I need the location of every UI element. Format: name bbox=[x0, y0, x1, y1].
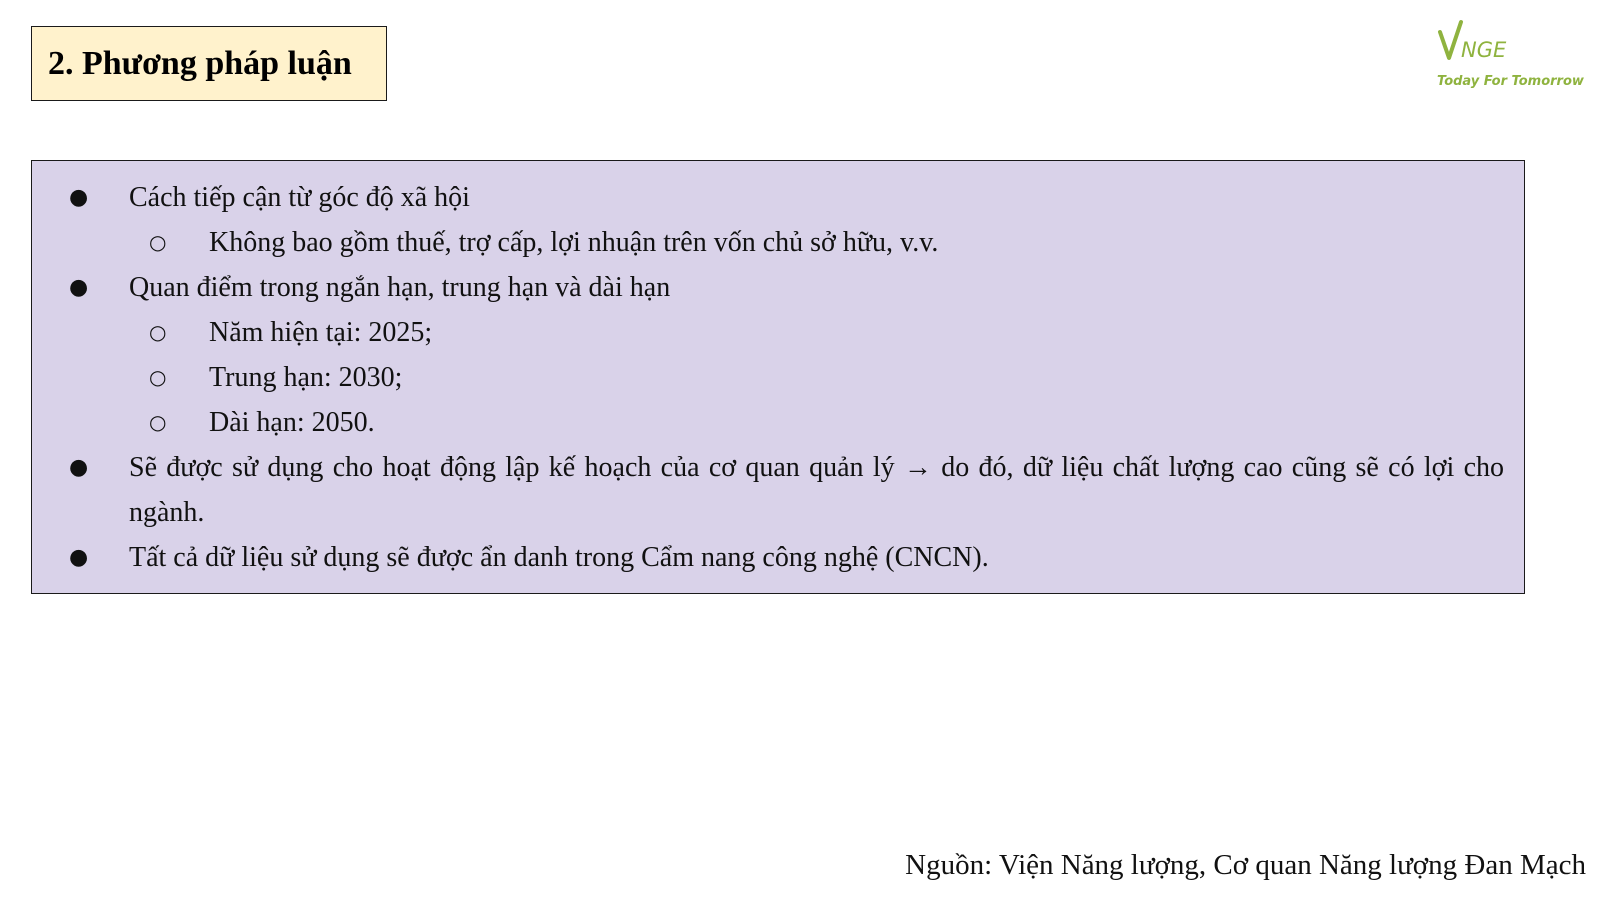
sub-bullet-icon: ○ bbox=[149, 320, 167, 344]
bullet-list bbox=[32, 175, 1504, 580]
sub-bullet-icon: ○ bbox=[149, 410, 167, 434]
logo-mark-text: NGE bbox=[1461, 38, 1507, 62]
bullet-icon: ● bbox=[69, 455, 89, 480]
title-box bbox=[31, 26, 387, 101]
bullet-item bbox=[32, 445, 1504, 535]
logo-icon bbox=[1430, 18, 1580, 68]
content-box bbox=[31, 160, 1525, 594]
bullet-item bbox=[32, 265, 1504, 310]
bullet-item bbox=[32, 535, 1504, 580]
sub-bullet-item bbox=[32, 310, 1504, 355]
sub-bullet-text: Không bao gồm thuế, trợ cấp, lợi nhuận trên vốn chủ sở hữu, v.v. bbox=[209, 227, 939, 258]
logo-tagline: Today For Tomorrow bbox=[1437, 74, 1584, 89]
bullet-icon: ● bbox=[69, 185, 89, 210]
sub-bullet-text: Trung hạn: 2030; bbox=[209, 362, 403, 393]
bullet-text: Cách tiếp cận từ góc độ xã hội bbox=[129, 182, 470, 213]
page-title: 2. Phương pháp luận bbox=[48, 44, 352, 82]
bullet-item bbox=[32, 175, 1504, 220]
logo bbox=[1430, 18, 1584, 98]
bullet-text: Sẽ được sử dụng cho hoạt động lập kế hoạch của cơ quan quản lý → do đó, dữ liệu chất lượng cao cũng sẽ có lợi cho ngành. bbox=[129, 452, 1504, 528]
bullet-text: Tất cả dữ liệu sử dụng sẽ được ẩn danh trong Cẩm nang công nghệ (CNCN). bbox=[129, 542, 989, 573]
sub-bullet-text: Dài hạn: 2050. bbox=[209, 407, 375, 438]
sub-bullet-item bbox=[32, 400, 1504, 445]
sub-bullet-item bbox=[32, 355, 1504, 400]
source-citation: Nguồn: Viện Năng lượng, Cơ quan Năng lượng Đan Mạch bbox=[905, 849, 1586, 881]
sub-bullet-text: Năm hiện tại: 2025; bbox=[209, 317, 433, 348]
bullet-icon: ● bbox=[69, 275, 89, 300]
bullet-text: Quan điểm trong ngắn hạn, trung hạn và dài hạn bbox=[129, 272, 671, 303]
sub-bullet-item bbox=[32, 220, 1504, 265]
sub-bullet-icon: ○ bbox=[149, 230, 167, 254]
bullet-icon: ● bbox=[69, 545, 89, 570]
sub-bullet-icon: ○ bbox=[149, 365, 167, 389]
